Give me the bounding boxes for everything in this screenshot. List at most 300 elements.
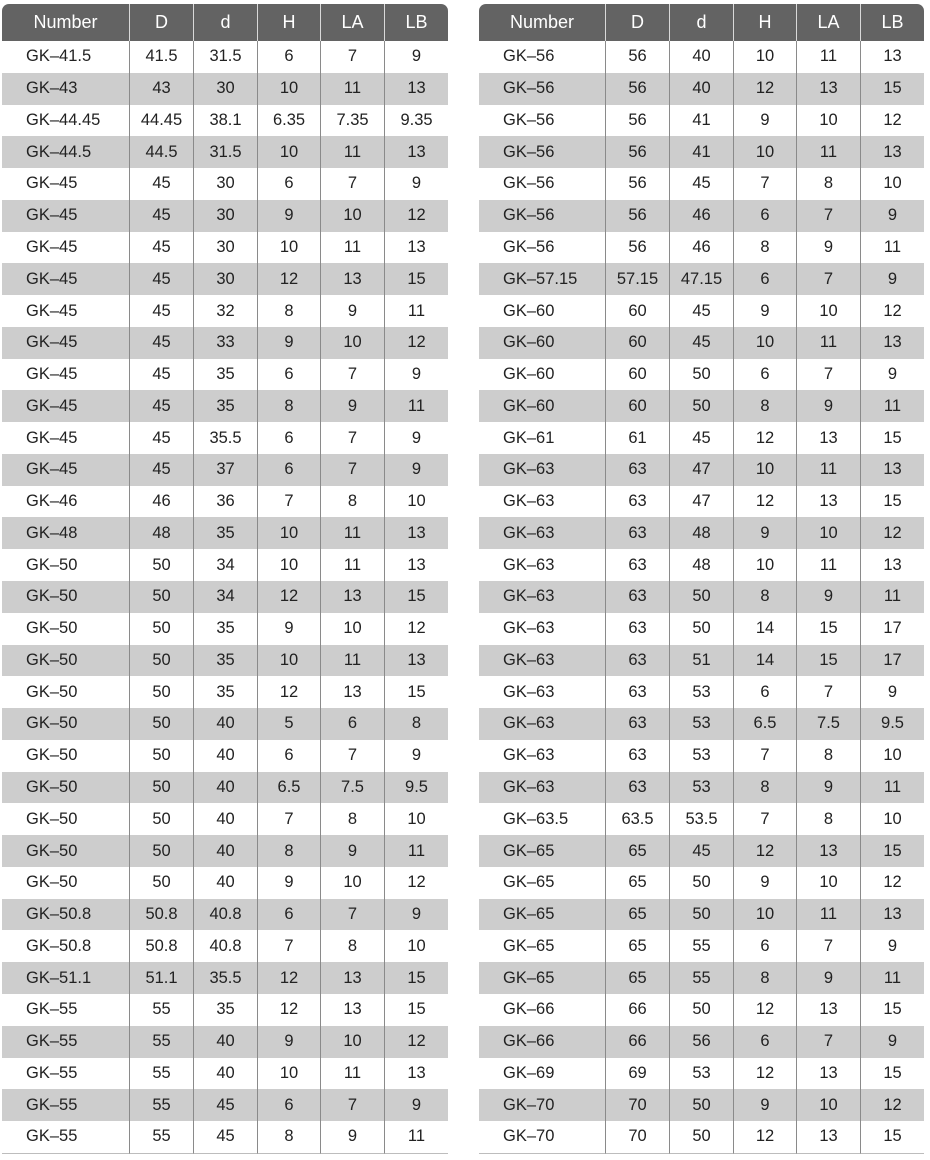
cell-number: GK–50 [26, 555, 78, 574]
cell-h: 12 [733, 486, 796, 518]
cell-number: GK–56 [479, 200, 605, 232]
cell-d-outer: 66 [605, 1026, 669, 1058]
cell-number: GK–57.15 [479, 263, 605, 295]
cell-la: 8 [320, 803, 384, 835]
cell-d-inner: 50 [669, 1121, 733, 1154]
cell-d-inner: 38.1 [193, 105, 257, 137]
table-row [479, 708, 924, 740]
cell-la: 7 [320, 740, 384, 772]
cell-lb: 9 [860, 930, 924, 962]
cell-d-outer: 56 [605, 232, 669, 264]
cell-la: 8 [796, 803, 860, 835]
cell-d-outer: 50 [129, 772, 193, 804]
table-row [2, 105, 448, 137]
cell-lb: 11 [860, 232, 924, 264]
cell-lb: 15 [384, 263, 448, 295]
cell-d-outer: 41.5 [129, 41, 193, 73]
cell-la: 13 [320, 962, 384, 994]
table-row [2, 41, 448, 73]
cell-d-inner: 55 [669, 930, 733, 962]
cell-lb: 12 [384, 867, 448, 899]
cell-lb: 9 [384, 359, 448, 391]
cell-d-outer: 43 [129, 73, 193, 105]
cell-d-inner: 53 [669, 676, 733, 708]
cell-d-inner: 50 [669, 390, 733, 422]
table-row [479, 645, 924, 677]
cell-h: 10 [733, 454, 796, 486]
cell-number: GK–44.45 [26, 110, 101, 129]
cell-number: GK–60 [503, 365, 555, 384]
cell-number: GK–50.8 [26, 936, 92, 955]
cell-h: 12 [733, 1058, 796, 1090]
cell-lb: 12 [860, 517, 924, 549]
cell-la: 13 [796, 994, 860, 1026]
cell-lb: 13 [860, 327, 924, 359]
cell-la: 11 [320, 549, 384, 581]
table-row [2, 676, 448, 708]
cell-d-outer: 44.5 [129, 136, 193, 168]
cell-d-outer: 45 [129, 327, 193, 359]
cell-d-inner: 47 [669, 454, 733, 486]
cell-number: GK–63 [479, 517, 605, 549]
cell-la: 10 [320, 1026, 384, 1058]
cell-lb: 10 [860, 803, 924, 835]
cell-h: 10 [257, 136, 320, 168]
cell-h: 12 [733, 73, 796, 105]
cell-h: 6 [733, 200, 796, 232]
cell-d-inner: 30 [193, 168, 257, 200]
cell-number: GK–63 [503, 746, 555, 765]
table-row [2, 200, 448, 232]
column-header-d-inner: d [669, 4, 733, 41]
cell-d-inner: 32 [193, 295, 257, 327]
column-header-h: H [257, 4, 320, 41]
cell-h: 8 [733, 962, 796, 994]
cell-number: GK–65 [479, 835, 605, 867]
cell-d-outer: 56 [605, 168, 669, 200]
cell-d-inner: 36 [193, 486, 257, 518]
cell-number: GK–50 [2, 645, 129, 677]
cell-d-outer: 45 [129, 200, 193, 232]
cell-d-inner: 50 [669, 359, 733, 391]
cell-la: 13 [320, 676, 384, 708]
cell-h: 9 [257, 200, 320, 232]
cell-d-outer: 60 [605, 295, 669, 327]
column-header-d-outer: D [605, 4, 669, 41]
cell-d-inner: 35.5 [193, 422, 257, 454]
cell-number: GK–65 [503, 936, 555, 955]
cell-la: 11 [320, 1058, 384, 1090]
cell-d-outer: 45 [129, 454, 193, 486]
cell-h: 12 [733, 994, 796, 1026]
cell-d-inner: 35 [193, 645, 257, 677]
cell-d-inner: 33 [193, 327, 257, 359]
cell-d-outer: 56 [605, 200, 669, 232]
table-row [2, 1058, 448, 1090]
cell-number: GK–45 [26, 428, 78, 447]
cell-d-inner: 53 [669, 708, 733, 740]
cell-d-outer: 63 [605, 676, 669, 708]
table-row [2, 1089, 448, 1121]
cell-number: GK–65 [479, 962, 605, 994]
cell-d-outer: 50 [129, 740, 193, 772]
cell-d-inner: 35 [193, 390, 257, 422]
table-row [479, 41, 924, 73]
cell-d-inner: 53 [669, 772, 733, 804]
cell-number: GK–66 [503, 1000, 555, 1019]
column-header-la: LA [320, 4, 384, 41]
cell-d-inner: 31.5 [193, 136, 257, 168]
table-row [2, 168, 448, 200]
cell-la: 7 [320, 422, 384, 454]
cell-la: 10 [320, 200, 384, 232]
table-row [2, 803, 448, 835]
cell-lb: 15 [384, 676, 448, 708]
cell-d-inner: 40 [193, 835, 257, 867]
cell-la: 9 [320, 390, 384, 422]
cell-number: GK–63 [479, 772, 605, 804]
cell-lb: 15 [860, 1058, 924, 1090]
cell-d-inner: 30 [193, 200, 257, 232]
cell-d-outer: 56 [605, 105, 669, 137]
cell-la: 9 [796, 232, 860, 264]
cell-h: 6 [733, 359, 796, 391]
table-row [479, 1026, 924, 1058]
cell-d-inner: 50 [669, 613, 733, 645]
cell-number: GK–44.5 [2, 136, 129, 168]
cell-number: GK–56 [479, 136, 605, 168]
cell-d-outer: 55 [129, 1089, 193, 1121]
cell-h: 6 [257, 168, 320, 200]
cell-lb: 13 [384, 549, 448, 581]
cell-h: 14 [733, 613, 796, 645]
cell-la: 11 [320, 645, 384, 677]
cell-lb: 11 [384, 835, 448, 867]
cell-lb: 15 [860, 73, 924, 105]
table-row [2, 486, 448, 518]
cell-number: GK–45 [26, 365, 78, 384]
cell-h: 8 [733, 390, 796, 422]
table-row [2, 390, 448, 422]
cell-d-inner: 45 [193, 1089, 257, 1121]
cell-d-outer: 50 [129, 708, 193, 740]
cell-la: 7 [320, 1089, 384, 1121]
cell-lb: 9.5 [860, 708, 924, 740]
cell-lb: 10 [860, 740, 924, 772]
cell-h: 8 [733, 772, 796, 804]
cell-lb: 11 [860, 581, 924, 613]
cell-lb: 9 [860, 200, 924, 232]
cell-number: GK–63 [479, 645, 605, 677]
cell-la: 10 [796, 1089, 860, 1121]
cell-lb: 9 [860, 359, 924, 391]
cell-d-outer: 65 [605, 835, 669, 867]
table-row [2, 962, 448, 994]
cell-h: 8 [733, 581, 796, 613]
cell-lb: 9.35 [384, 105, 448, 137]
cell-h: 9 [257, 867, 320, 899]
table-row [2, 994, 448, 1026]
cell-number: GK–70 [479, 1121, 605, 1154]
cell-la: 7.35 [320, 105, 384, 137]
cell-d-inner: 41 [669, 105, 733, 137]
cell-lb: 9 [860, 263, 924, 295]
spec-table-right [479, 4, 924, 1154]
cell-d-inner: 35 [193, 613, 257, 645]
cell-lb: 13 [384, 136, 448, 168]
cell-number: GK–63 [479, 581, 605, 613]
cell-number: GK–50 [2, 772, 129, 804]
cell-d-inner: 40 [193, 772, 257, 804]
cell-d-inner: 45 [669, 835, 733, 867]
cell-lb: 9.5 [384, 772, 448, 804]
cell-d-outer: 56 [605, 41, 669, 73]
cell-lb: 13 [860, 41, 924, 73]
table-row [479, 232, 924, 264]
cell-number: GK–50 [26, 619, 78, 638]
cell-d-outer: 55 [129, 994, 193, 1026]
cell-d-outer: 63 [605, 772, 669, 804]
table-row [2, 517, 448, 549]
cell-lb: 11 [384, 295, 448, 327]
cell-d-outer: 63 [605, 708, 669, 740]
cell-la: 9 [796, 390, 860, 422]
cell-lb: 9 [384, 1089, 448, 1121]
cell-d-inner: 35 [193, 517, 257, 549]
cell-d-inner: 40 [193, 708, 257, 740]
cell-la: 10 [320, 327, 384, 359]
cell-d-inner: 37 [193, 454, 257, 486]
cell-la: 11 [796, 549, 860, 581]
cell-lb: 15 [860, 422, 924, 454]
cell-h: 6 [257, 1089, 320, 1121]
table-row [479, 1121, 924, 1154]
cell-d-inner: 41 [669, 136, 733, 168]
cell-h: 12 [257, 581, 320, 613]
cell-h: 9 [257, 1026, 320, 1058]
cell-number: GK–50 [2, 581, 129, 613]
cell-h: 14 [733, 645, 796, 677]
table-row [479, 390, 924, 422]
cell-h: 6 [733, 263, 796, 295]
table-row [479, 899, 924, 931]
cell-d-outer: 45 [129, 422, 193, 454]
cell-la: 7 [796, 1026, 860, 1058]
cell-d-inner: 55 [669, 962, 733, 994]
cell-d-outer: 50 [129, 645, 193, 677]
cell-lb: 13 [860, 454, 924, 486]
cell-h: 12 [257, 962, 320, 994]
cell-d-inner: 34 [193, 549, 257, 581]
cell-h: 6 [733, 676, 796, 708]
cell-lb: 17 [860, 645, 924, 677]
cell-la: 13 [796, 73, 860, 105]
cell-la: 10 [796, 295, 860, 327]
cell-la: 9 [320, 295, 384, 327]
cell-d-inner: 35.5 [193, 962, 257, 994]
cell-number: GK–50 [2, 708, 129, 740]
cell-number: GK–51.1 [2, 962, 129, 994]
cell-number: GK–70 [479, 1089, 605, 1121]
cell-la: 11 [796, 454, 860, 486]
cell-d-outer: 50 [129, 613, 193, 645]
table-row [479, 613, 924, 645]
cell-h: 5 [257, 708, 320, 740]
cell-la: 7.5 [796, 708, 860, 740]
cell-h: 10 [733, 41, 796, 73]
cell-h: 12 [733, 422, 796, 454]
cell-lb: 11 [860, 390, 924, 422]
table-row [2, 581, 448, 613]
cell-d-inner: 40 [669, 41, 733, 73]
cell-la: 11 [320, 73, 384, 105]
cell-h: 8 [257, 295, 320, 327]
cell-la: 11 [796, 136, 860, 168]
table-row [2, 232, 448, 264]
cell-d-inner: 35 [193, 676, 257, 708]
cell-lb: 17 [860, 613, 924, 645]
cell-d-outer: 65 [605, 867, 669, 899]
table-row [2, 835, 448, 867]
cell-lb: 15 [384, 962, 448, 994]
cell-la: 8 [796, 740, 860, 772]
cell-d-inner: 45 [669, 168, 733, 200]
cell-lb: 13 [384, 1058, 448, 1090]
cell-d-outer: 45 [129, 390, 193, 422]
cell-number: GK–56 [503, 110, 555, 129]
cell-lb: 12 [384, 1026, 448, 1058]
cell-d-inner: 50 [669, 994, 733, 1026]
cell-d-outer: 63 [605, 486, 669, 518]
cell-la: 9 [320, 835, 384, 867]
cell-la: 8 [320, 486, 384, 518]
cell-number: GK–50.8 [2, 899, 129, 931]
table-row [479, 835, 924, 867]
cell-d-inner: 40.8 [193, 899, 257, 931]
table-row [2, 73, 448, 105]
cell-d-outer: 63 [605, 517, 669, 549]
cell-la: 7 [320, 359, 384, 391]
cell-number: GK–66 [479, 1026, 605, 1058]
cell-d-outer: 45 [129, 168, 193, 200]
table-row [479, 136, 924, 168]
cell-la: 11 [320, 136, 384, 168]
cell-number: GK–45 [2, 263, 129, 295]
cell-number: GK–69 [503, 1063, 555, 1082]
table-row [479, 740, 924, 772]
cell-d-outer: 50.8 [129, 930, 193, 962]
cell-d-outer: 45 [129, 263, 193, 295]
cell-lb: 12 [860, 105, 924, 137]
table-row [2, 295, 448, 327]
cell-d-outer: 45 [129, 359, 193, 391]
cell-h: 10 [733, 549, 796, 581]
cell-h: 6 [257, 454, 320, 486]
cell-la: 7.5 [320, 772, 384, 804]
cell-h: 10 [257, 1058, 320, 1090]
cell-d-inner: 35 [193, 994, 257, 1026]
cell-d-outer: 45 [129, 232, 193, 264]
table-row [2, 740, 448, 772]
cell-h: 10 [257, 645, 320, 677]
cell-lb: 12 [384, 200, 448, 232]
cell-h: 7 [257, 803, 320, 835]
table-header-row [2, 4, 448, 41]
cell-la: 11 [320, 517, 384, 549]
cell-h: 8 [257, 835, 320, 867]
cell-number: GK–61 [503, 428, 555, 447]
column-header-d-inner: d [193, 4, 257, 41]
cell-number: GK–65 [479, 899, 605, 931]
cell-number: GK–48 [2, 517, 129, 549]
cell-la: 11 [796, 41, 860, 73]
cell-lb: 12 [384, 327, 448, 359]
cell-la: 11 [320, 232, 384, 264]
cell-d-inner: 47 [669, 486, 733, 518]
cell-d-inner: 40 [193, 740, 257, 772]
table-row [2, 645, 448, 677]
cell-number: GK–63 [503, 619, 555, 638]
cell-h: 9 [733, 1089, 796, 1121]
cell-d-outer: 50 [129, 549, 193, 581]
cell-number: GK–55 [2, 1026, 129, 1058]
cell-lb: 13 [860, 136, 924, 168]
cell-lb: 9 [860, 1026, 924, 1058]
cell-h: 8 [257, 1121, 320, 1154]
cell-number: GK–60 [503, 301, 555, 320]
cell-lb: 15 [860, 835, 924, 867]
cell-lb: 13 [384, 645, 448, 677]
cell-d-outer: 63 [605, 645, 669, 677]
cell-h: 9 [733, 105, 796, 137]
cell-la: 10 [796, 867, 860, 899]
cell-h: 8 [733, 232, 796, 264]
cell-d-outer: 63.5 [605, 803, 669, 835]
cell-la: 7 [320, 41, 384, 73]
cell-d-inner: 40 [193, 1058, 257, 1090]
cell-la: 7 [320, 899, 384, 931]
cell-la: 10 [320, 867, 384, 899]
column-header-d-outer: D [129, 4, 193, 41]
cell-d-inner: 48 [669, 549, 733, 581]
table-row [479, 1058, 924, 1090]
cell-h: 10 [257, 73, 320, 105]
cell-lb: 15 [860, 1121, 924, 1154]
cell-d-inner: 50 [669, 1089, 733, 1121]
cell-la: 10 [796, 105, 860, 137]
cell-h: 7 [257, 486, 320, 518]
table-row [2, 1121, 448, 1154]
cell-number: GK–56 [503, 47, 555, 66]
table-row [479, 295, 924, 327]
cell-la: 15 [796, 613, 860, 645]
cell-d-inner: 30 [193, 73, 257, 105]
cell-d-outer: 60 [605, 390, 669, 422]
cell-h: 7 [733, 803, 796, 835]
table-body [479, 41, 924, 1154]
table-row [2, 454, 448, 486]
cell-lb: 9 [860, 676, 924, 708]
cell-d-outer: 45 [129, 295, 193, 327]
cell-d-outer: 70 [605, 1089, 669, 1121]
cell-la: 9 [320, 1121, 384, 1154]
cell-la: 13 [320, 581, 384, 613]
table-row [479, 676, 924, 708]
cell-d-outer: 69 [605, 1058, 669, 1090]
cell-lb: 15 [860, 994, 924, 1026]
cell-h: 10 [733, 327, 796, 359]
table-row [479, 549, 924, 581]
